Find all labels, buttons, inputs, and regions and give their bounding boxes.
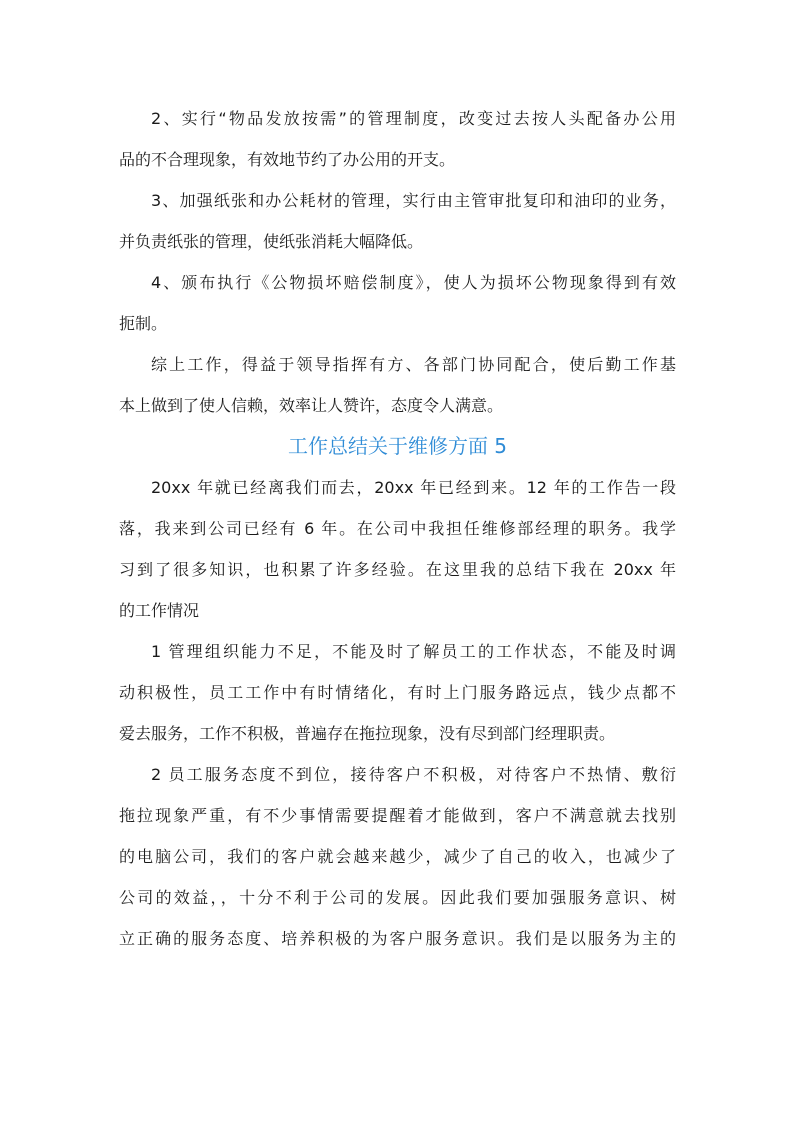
text-line: 爱去服务，工作不积极，普遍存在拖拉现象，没有尽到部门经理职责。 — [119, 724, 616, 743]
text-line: 的工作情况 — [119, 601, 200, 620]
paragraph-point-1 — [119, 631, 676, 754]
paragraph-item-3 — [119, 180, 676, 262]
text-line: 的电脑公司，我们的客户就会越来越少，减少了自己的收入，也减少了 — [119, 847, 676, 866]
text-line: 并负责纸张的管理，使纸张消耗大幅降低。 — [119, 232, 424, 251]
text-line: 2、实行“物品发放按需”的管理制度，改变过去按人头配备办公用 — [151, 109, 676, 128]
text-line: 3、加强纸张和办公耗材的管理，实行由主管审批复印和油印的业务， — [151, 191, 676, 210]
text-line: 习到了很多知识，也积累了许多经验。在这里我的总结下我在 20xx 年 — [119, 560, 676, 579]
text-line: 2 员工服务态度不到位，接待客户不积极，对待客户不热情、敷衍 — [151, 765, 676, 784]
text-line: 立正确的服务态度、培养积极的为客户服务意识。我们是以服务为主的 — [119, 929, 676, 948]
text-line: 品的不合理现象，有效地节约了办公用的开支。 — [119, 150, 456, 169]
text-line: 落，我来到公司已经有 6 年。在公司中我担任维修部经理的职务。我学 — [119, 519, 676, 538]
paragraph-summary — [119, 344, 676, 426]
paragraph-point-2 — [119, 754, 676, 959]
paragraph-item-4 — [119, 262, 676, 344]
text-line: 综上工作，得益于领导指挥有方、各部门协同配合，使后勤工作基 — [151, 355, 676, 374]
section-heading: 工作总结关于维修方面 5 — [287, 434, 508, 458]
text-line: 公司的效益，，十分不利于公司的发展。因此我们要加强服务意识、树 — [119, 888, 676, 907]
text-line: 扼制。 — [119, 314, 168, 333]
text-line: 拖拉现象严重，有不少事情需要提醒着才能做到，客户不满意就去找别 — [119, 806, 676, 825]
text-line: 4、颁布执行《公物损坏赔偿制度》，使人为损坏公物现象得到有效 — [151, 273, 676, 292]
document-page — [119, 98, 676, 959]
text-line: 20xx 年就已经离我们而去，20xx 年已经到来。12 年的工作告一段 — [151, 478, 676, 497]
text-line: 本上做到了使人信赖，效率让人赞许，态度令人满意。 — [119, 396, 504, 415]
paragraph-intro — [119, 467, 676, 631]
text-line: 动积极性，员工工作中有时情绪化，有时上门服务路远点，钱少点都不 — [119, 683, 676, 702]
text-line: 1 管理组织能力不足，不能及时了解员工的工作状态，不能及时调 — [151, 642, 676, 661]
paragraph-item-2 — [119, 98, 676, 180]
